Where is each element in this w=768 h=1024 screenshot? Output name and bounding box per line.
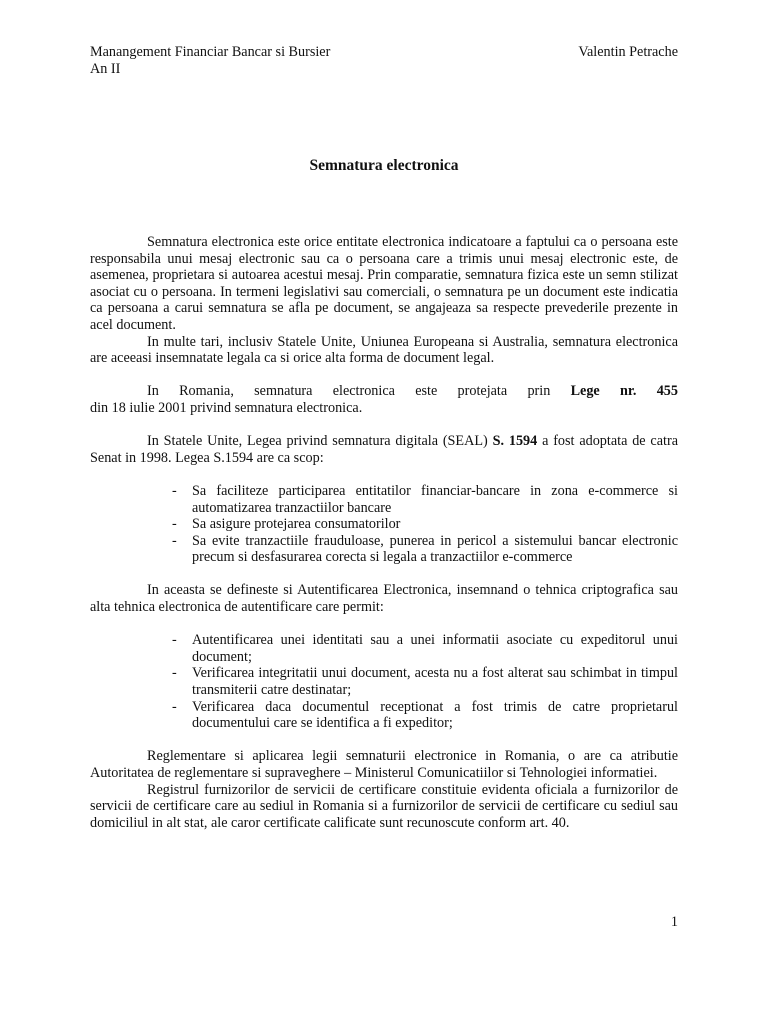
list-dash: - <box>172 632 177 649</box>
paragraph-romania-law <box>90 383 678 416</box>
list-item: - Verificarea integritatii unui document, acesta nu a fost alterat sau schimbat in timpul transmiterii catre destinatar; <box>172 665 678 699</box>
list-dash: - <box>172 516 177 533</box>
course-year: An II <box>90 60 121 77</box>
us-law-number: S. 1594 <box>492 433 538 450</box>
list-dash: - <box>172 698 177 715</box>
paragraph-countries: In multe tari, inclusiv Statele Unite, Uniunea Europeana si Australia, semnatura electronica are aceeasi insemnatate legala ca si orice alta forma de document legal. <box>90 333 678 367</box>
list-dash: - <box>172 665 177 682</box>
us-law-text: In Statele Unite, Legea privind semnatura digitala (SEAL) <box>147 433 493 450</box>
authentication-list <box>90 632 678 732</box>
author-name: Valentin Petrache <box>578 44 678 60</box>
paragraph-regulation: Reglementare si aplicarea legii semnaturii electronice in Romania, o are ca atributie Autoritatea de reglementare si supraveghere – Ministerul Comunicatiilor si Tehnologiei informatiei. <box>90 748 678 781</box>
list-item: - Sa faciliteze participarea entitatilor financiar-bancare in zona e-commerce si automatizarea tranzactiilor bancare <box>172 482 678 516</box>
list-item: - Autentificarea unei identitati sau a unei informatii asociate cu expeditorul unui document; <box>172 632 678 665</box>
list-item: - Sa asigure protejarea consumatorilor <box>172 516 401 533</box>
list-dash: - <box>172 532 177 549</box>
document-title: Semnatura electronica <box>309 157 459 174</box>
paragraph-definition: Semnatura electronica este orice entitate electronica indicatoare a faptului ca o persoana este responsabila unui mesaj electronic sau ca o persoana care a trimis unui mesaj electronic este, de asemenea, proprietara si autoarea acestui mesaj. Prin comparatie, semnatura fizica este un semn stilizat asociat cu o persoana. In termeni legislativi sau comerciali, o semnatura pe un document este indicatia ca persoana a carui semnatura se afla pe document, se angajeaza sa respecte prevederile prezente in acel document. <box>90 234 678 333</box>
list-dash: - <box>172 482 177 499</box>
document-body <box>90 234 678 831</box>
romania-law-text: In Romania, semnatura electronica este protejata prin <box>147 383 571 400</box>
romania-law-date: din 18 iulie 2001 privind semnatura electronica. <box>90 399 363 416</box>
romania-law-number: Lege nr. 455 <box>570 383 678 400</box>
page-header <box>90 44 678 77</box>
paragraph-registry: Registrul furnizorilor de servicii de certificare constituie evidenta oficiala a furnizorilor de servicii de certificare care au sediul in Romania si a furnizorilor de servicii de certificare cu sediul sau domiciliul in alt stat, ale caror certificate calificate sunt recunoscute conform art. 40. <box>90 781 678 831</box>
course-title: Manangement Financiar Bancar si Bursier <box>90 44 331 60</box>
list-item: - Verificarea daca documentul receptionat a fost trimis de catre proprietarul documentului care se identifica a fi expeditor; <box>172 698 678 732</box>
paragraph-authentication: In aceasta se defineste si Autentificarea Electronica, insemnand o tehnica criptografica sau alta tehnica electronica de autentificare care permit: <box>90 582 678 616</box>
list-item: - Sa evite tranzactiile frauduloase, punerea in pericol a sistemului bancar electronic precum si desfasurarea corecta si legala a tranzactiilor e-commerce <box>172 532 678 566</box>
us-law-text-end: a fost adoptata de catra Senat in 1998. Legea S.1594 are ca scop: <box>90 433 678 466</box>
page-number: 1 <box>670 914 678 930</box>
paragraph-us-law <box>90 433 678 466</box>
objectives-list <box>90 483 678 566</box>
